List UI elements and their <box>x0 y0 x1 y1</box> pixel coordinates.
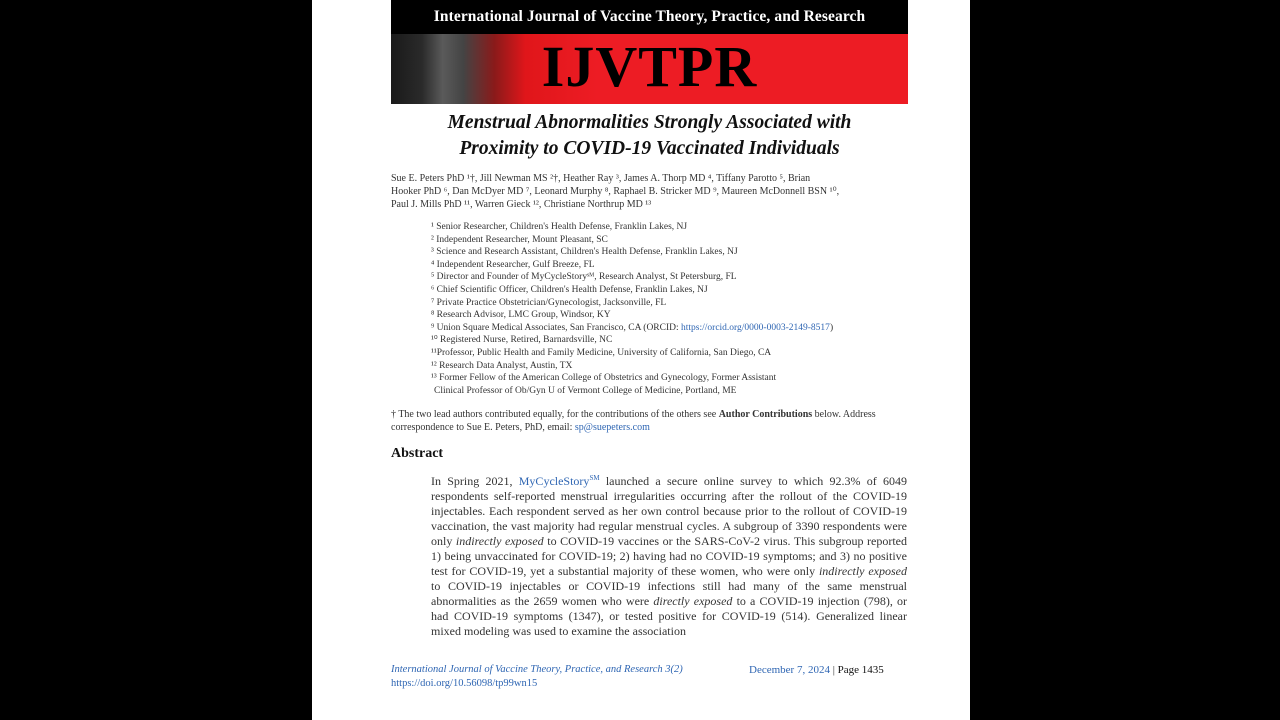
affiliation-item: ¹² Research Data Analyst, Austin, TX <box>431 360 573 371</box>
author-line: Paul J. Mills PhD ¹¹, Warren Gieck ¹², Christiane Northrup MD ¹³ <box>391 199 652 210</box>
abstract-heading: Abstract <box>391 446 444 461</box>
abstract-text: launched a secure online survey to which 92.3% of 6049 respondents self-reported menstrual irregularities occurring after the rollout of the COVID-19 injectables. Each respondent served as her own control because prior to the rollout of COVID-19 vaccination, the vast majority had regular menstrual cycles. A subgroup of 3390 respondents were only <box>431 474 908 548</box>
affiliation-item: ¹¹Professor, Public Health and Family Medicine, University of California, San Diego, CA <box>431 347 772 358</box>
abstract-text: In Spring 2021, <box>431 474 519 488</box>
journal-logo: IJVTPR <box>541 34 758 99</box>
note-text: † The two lead authors contributed equally, for the contributions of the others see <box>391 409 719 420</box>
link-superscript: SM <box>589 474 600 482</box>
logo-band <box>391 34 908 104</box>
abstract-text: to COVID-19 injectables or COVID-19 infections still had many of the same menstrual abnormalities as the 2659 women who were <box>431 579 907 608</box>
footer-doi-link[interactable]: https://doi.org/10.56098/tp99wn15 <box>391 678 538 689</box>
link-text: MyCycleStory <box>518 474 590 488</box>
orcid-link[interactable]: https://orcid.org/0000-0003-2149-8517 <box>681 322 830 333</box>
journal-banner <box>391 0 908 104</box>
footer-date: December 7, 2024 <box>749 664 830 676</box>
author-line: Hooker PhD ⁶, Dan McDyer MD ⁷, Leonard Murphy ⁸, Raphael B. Stricker MD ⁹, Maureen McDonnell BSN ¹⁰, <box>391 186 840 197</box>
affiliation-item: ¹ Senior Researcher, Children's Health Defense, Franklin Lakes, NJ <box>431 222 688 232</box>
journal-name: International Journal of Vaccine Theory, Practice, and Research <box>391 0 908 34</box>
affiliation-item: ⁵ Director and Founder of MyCycleStoryˢᴹ, Research Analyst, St Petersburg, FL <box>431 272 737 283</box>
title-line-1: Menstrual Abnormalities Strongly Associated with <box>447 112 852 133</box>
footer-page-number: Page 1435 <box>837 664 884 676</box>
mycyclestory-link[interactable] <box>519 474 600 488</box>
orcid-close: ) <box>829 322 834 333</box>
affiliation-item: ⁴ Independent Researcher, Gulf Breeze, FL <box>431 259 595 270</box>
affiliation-item: ⁸ Research Advisor, LMC Group, Windsor, KY <box>431 310 611 321</box>
affiliation-text: ⁹ Union Square Medical Associates, San Francisco, CA (ORCID: <box>431 322 682 333</box>
author-list <box>391 172 911 211</box>
emphasis: indirectly exposed <box>455 534 544 548</box>
abstract-text: to COVID-19 vaccines or the SARS-CoV-2 virus. This subgroup reported 1) being unvaccinated for COVID-19; 2) having had no COVID-19 symptoms; and 3) no positive test for COVID-19, yet a substantial majority of these women, who were only <box>431 534 907 578</box>
email-link[interactable]: sp@suepeters.com <box>574 422 650 433</box>
abstract-text: to a COVID-19 injection (798), or had COVID-19 symptoms (1347), or tested positive for COVID-19 (514). Generalized linear mixed modeling was used to examine the association <box>431 594 907 638</box>
footer-page-info <box>749 663 909 677</box>
correspondence-note <box>391 408 911 434</box>
author-line: Sue E. Peters PhD ¹†, Jill Newman MS ²†, Heather Ray ³, James A. Thorp MD ⁴, Tiffany Parotto ⁵, Brian <box>391 173 811 184</box>
author-contributions-ref: Author Contributions <box>718 409 813 420</box>
title-line-2: Proximity to COVID-19 Vaccinated Individuals <box>459 138 840 159</box>
affiliation-item <box>431 322 911 335</box>
affiliation-item: ³ Science and Research Assistant, Children's Health Defense, Franklin Lakes, NJ <box>431 247 738 258</box>
footer-citation <box>391 663 711 691</box>
affiliation-item: ⁷ Private Practice Obstetrician/Gynecologist, Jacksonville, FL <box>431 297 667 308</box>
affiliation-item: ² Independent Researcher, Mount Pleasant, SC <box>431 234 608 245</box>
abstract-body <box>431 471 907 639</box>
affiliation-item: Clinical Professor of Ob/Gyn U of Vermont College of Medicine, Portland, ME <box>434 385 737 396</box>
emphasis: indirectly exposed <box>818 564 908 578</box>
footer-separator: | <box>832 664 835 676</box>
article-title <box>391 110 908 162</box>
affiliation-list <box>431 221 911 397</box>
note-text: below. Address correspondence to Sue E. Peters, PhD, email: <box>391 409 876 433</box>
affiliation-item: ⁶ Chief Scientific Officer, Children's Health Defense, Franklin Lakes, NJ <box>431 284 708 295</box>
affiliation-item: ¹⁰ Registered Nurse, Retired, Barnardsville, NC <box>431 335 613 346</box>
footer-journal[interactable]: International Journal of Vaccine Theory, Practice, and Research 3(2) <box>391 664 683 675</box>
document-page <box>312 0 970 720</box>
emphasis: directly exposed <box>653 594 733 608</box>
affiliation-item: ¹³ Former Fellow of the American College of Obstetrics and Gynecology, Former Assistant <box>431 373 777 384</box>
